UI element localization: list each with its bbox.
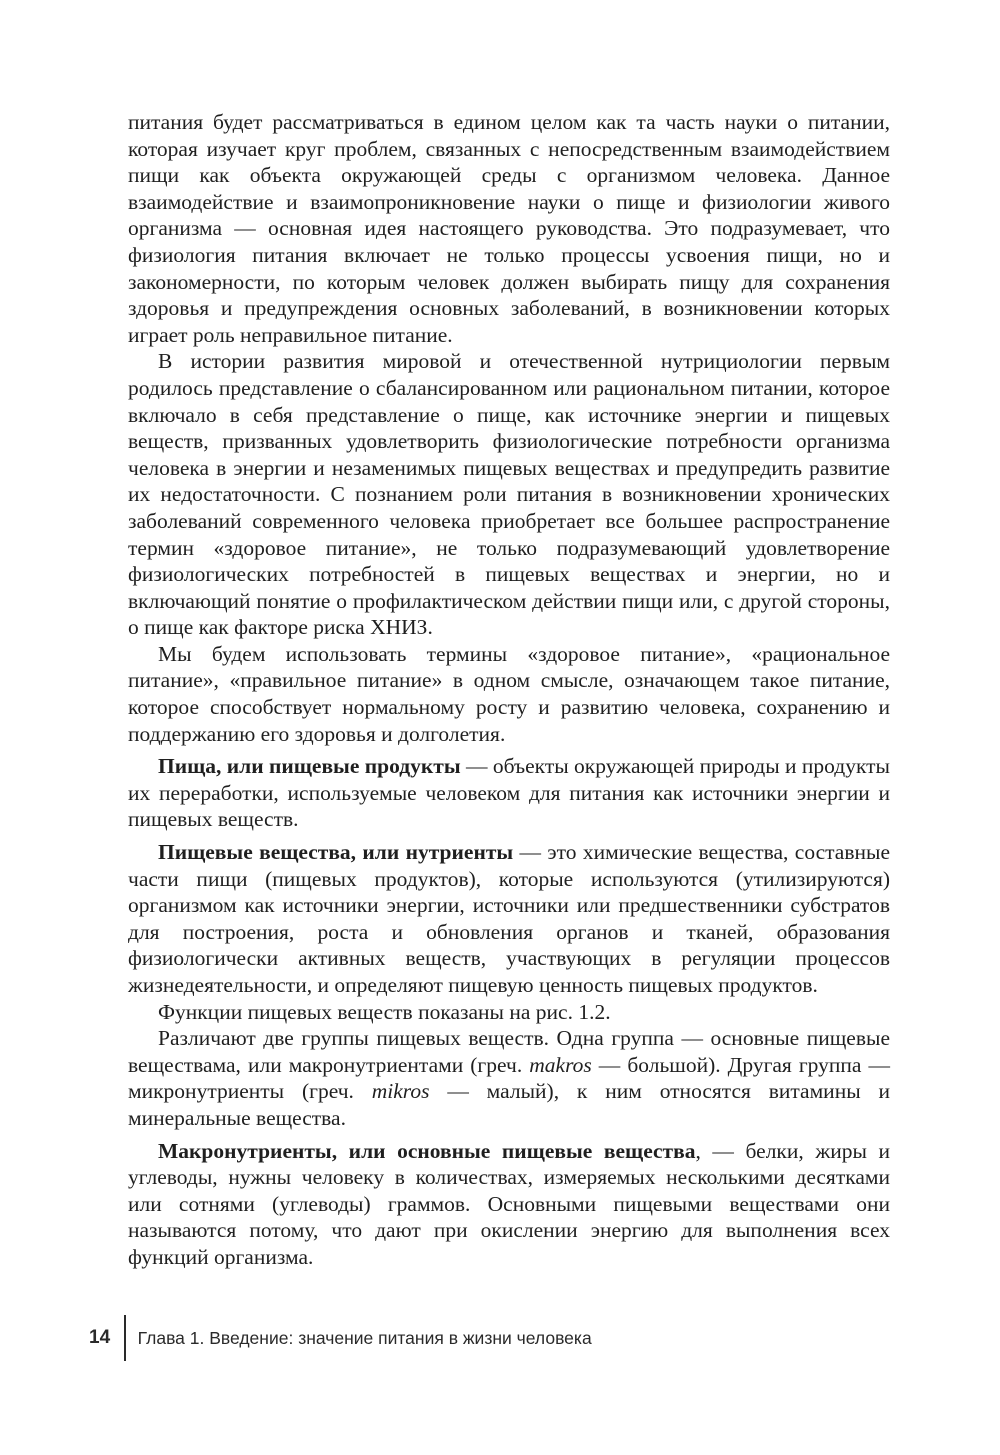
greek-term-mikros: mikros (371, 1079, 430, 1104)
nutrient-groups-text-c: — малый), к ним относятся витамины и минеральные вещества. (128, 1079, 890, 1130)
term-macronutrients: Макронутриенты, или основные пищевые вещества (158, 1138, 696, 1163)
nutrient-groups-text-a: Различают две группы пищевых веществ. Одна группа — основные пищевые веществама, или макронутриентами (греч. (128, 1026, 890, 1077)
paragraph-nutrients-definition (128, 839, 890, 999)
paragraph-3-text: Мы будем использовать термины «здоровое питание», «рациональное питание», «правильное питание» в одном смысле, означающем такое питание, которое способствует нормальному росту и развитию человека, сохранению и поддержанию его здоровья и долголетия. (128, 641, 890, 746)
paragraph-food-definition (128, 753, 890, 833)
paragraph-nutrient-groups (128, 1025, 890, 1131)
greek-term-makros: makros (529, 1052, 592, 1077)
nutrient-groups-text-b: — большой). Другая группа — микронутриенты (греч. (128, 1052, 890, 1104)
paragraph-figure-reference (128, 999, 890, 1026)
page-number: 14 (89, 1327, 111, 1348)
paragraph-2 (128, 348, 890, 641)
body-text (128, 109, 890, 1271)
term-nutrients: Пищевые вещества, или нутриенты (158, 840, 514, 865)
paragraph-1 (128, 109, 890, 348)
figure-reference-text: Функции пищевых веществ показаны на рис. 1.2. (158, 999, 611, 1024)
definition-nutrients: — это химические вещества, составные части пищи (пищевых продуктов), которые используются (утилизируются) организмом как источники энергии, источники или предшественники субстратов для построения, роста и обновления органов и тканей, образования физиологически активных веществ, участвующих в регуляции процессов жизнедеятельности, и определяют пищевую ценность пищевых продуктов. (128, 840, 890, 997)
paragraph-1-text: питания будет рассматриваться в едином целом как та часть науки о питании, которая изучает круг проблем, связанных с непосредственным взаимодействием пищи как объекта окружающей среды с организмом человека. Данное взаимодействие и взаимопроникновение науки о пище и физиологии живого организма — основная идея настоящего руководства. Это подразумевает, что физиология питания включает не только процессы усвоения пищи, но и закономерности, по которым человек должен выбирать пищу для сохранения здоровья и предупреждения основных заболеваний, в возникновении которых играет роль неправильное питание. (128, 110, 890, 347)
paragraph-macronutrients-definition (128, 1138, 890, 1271)
paragraph-3 (128, 641, 890, 747)
term-food: Пища, или пищевые продукты (158, 754, 461, 779)
running-chapter-title: Глава 1. Введение: значение питания в жизни человека (137, 1327, 592, 1348)
definition-macronutrients: , — белки, жиры и углеводы, нужны человеку в количествах, измеряемых несколькими десятками или сотнями (углеводы) граммов. Основными пищевыми веществами они называются потому, что дают при окислении энергию для выполнения всех функций организма. (128, 1138, 890, 1269)
page-footer (89, 1315, 592, 1361)
paragraph-2-text: В истории развития мировой и отечественной нутрициологии первым родилось представление о сбалансированном или рациональном питании, которое включало в себя представление о пище, как источнике энергии и пищевых веществ, призванных удовлетворить физиологические потребности организма человека в энергии и незаменимых пищевых веществах и предупредить развитие их недостаточности. С познанием роли питания в возникновении хронических заболеваний современного человека приобретает все большее распространение термин «здоровое питание», не только подразумевающий удовлетворение физиологических потребностей в пищевых веществах и энергии, но и включающий понятие о профилактическом действии пищи или, с другой стороны, о пище как факторе риска ХНИЗ. (128, 349, 890, 640)
definition-food: — объекты окружающей природы и продукты их переработки, используемые человеком для питания как источники энергии и пищевых веществ. (128, 754, 890, 832)
